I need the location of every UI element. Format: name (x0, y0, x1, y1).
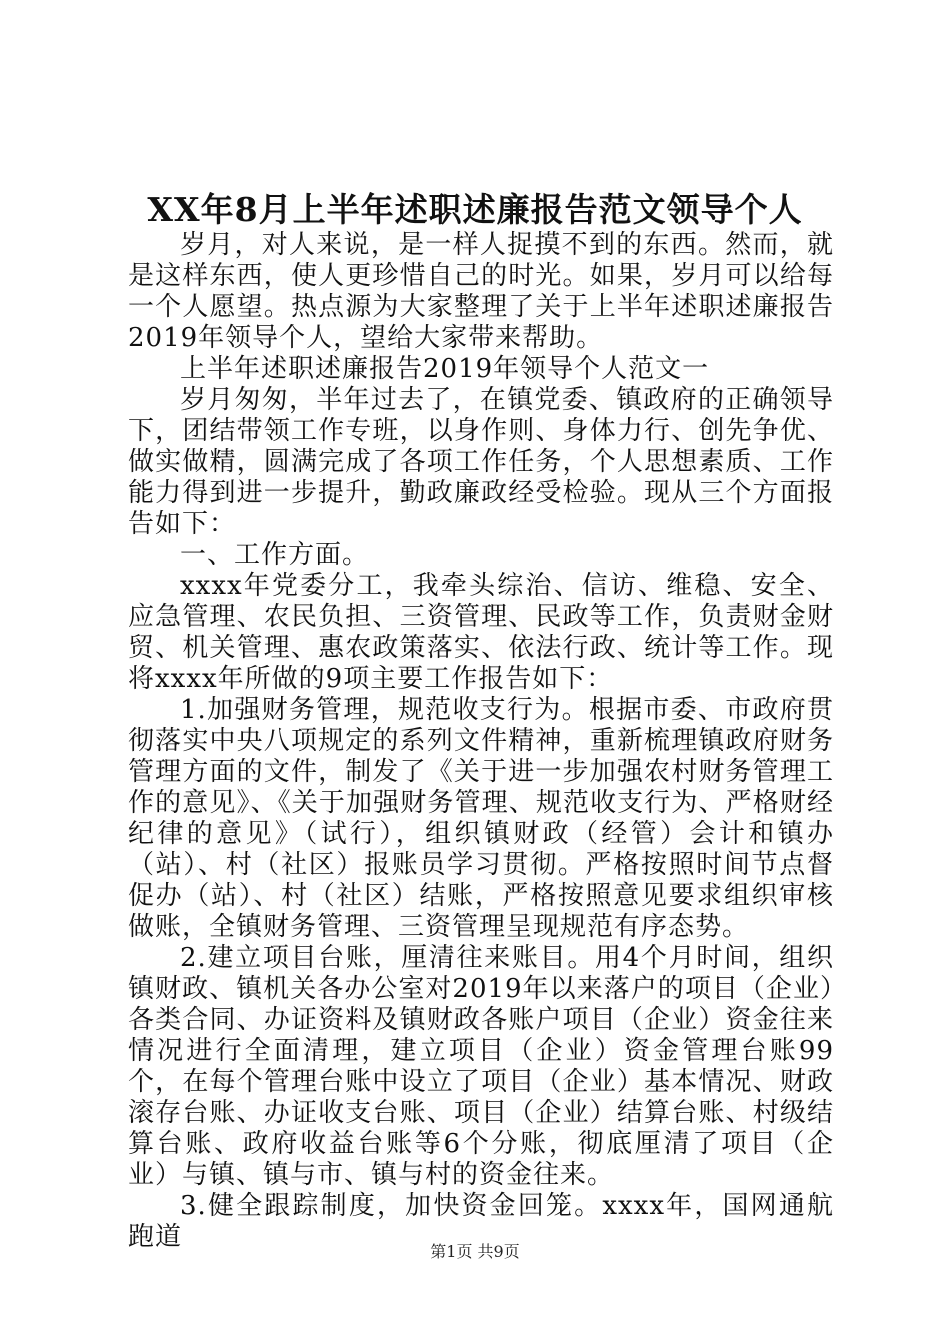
paragraph-intro: 岁月，对人来说，是一样人捉摸不到的东西。然而，就是这样东西，使人更珍惜自己的时光。如果，岁月可以给每一个人愿望。热点源为大家整理了关于上半年述职述廉报告2019年领导个人，望给大家带来帮助。 (128, 230, 834, 353)
paragraph-section-heading: 一、工作方面。 (180, 540, 370, 570)
page-number-footer: 第1页 共9页 (430, 1242, 520, 1261)
document-body (128, 230, 834, 1253)
paragraph-summary: 岁月匆匆，半年过去了，在镇党委、镇政府的正确领导下，团结带领工作专班，以身作则、身体力行、创先争优、做实做精，圆满完成了各项工作任务，个人思想素质、工作能力得到进一步提升，勤政廉政经受检验。现从三个方面报告如下： (128, 385, 834, 539)
paragraph-duties: xxxx年党委分工，我牵头综治、信访、维稳、安全、应急管理、农民负担、三资管理、民政等工作，负责财金财贸、机关管理、惠农政策落实、依法行政、统计等工作。现将xxxx年所做的9项主要工作报告如下： (128, 571, 834, 694)
paragraph-item-1: 1.加强财务管理，规范收支行为。根据市委、市政府贯彻落实中央八项规定的系列文件精神，重新梳理镇政府财务管理方面的文件，制发了《关于进一步加强农村财务管理工作的意见》、《关于加强财务管理、规范收支行为、严格财经纪律的意见》（试行），组织镇财政（经管）会计和镇办（站）、村（社区）报账员学习贯彻。严格按照时间节点督促办（站）、村（社区）结账，严格按照意见要求组织审核做账，全镇财务管理、三资管理呈现规范有序态势。 (128, 695, 834, 942)
paragraph-item-3: 3.健全跟踪制度，加快资金回笼。xxxx年，国网通航跑道 (128, 1191, 834, 1252)
document-title: XX年8月上半年述职述廉报告范文领导个人 (147, 190, 803, 229)
paragraph-item-2: 2.建立项目台账，厘清往来账目。用4个月时间，组织镇财政、镇机关各办公室对2019年以来落户的项目（企业）各类合同、办证资料及镇财政各账户项目（企业）资金往来情况进行全面清理，建立项目（企业）资金管理台账99个，在每个管理台账中设立了项目（企业）基本情况、财政滚存台账、办证收支台账、项目（企业）结算台账、村级结算台账、政府收益台账等6个分账，彻底厘清了项目（企业）与镇、镇与市、镇与村的资金往来。 (128, 943, 834, 1190)
paragraph-subheading: 上半年述职述廉报告2019年领导个人范文一 (180, 354, 710, 384)
